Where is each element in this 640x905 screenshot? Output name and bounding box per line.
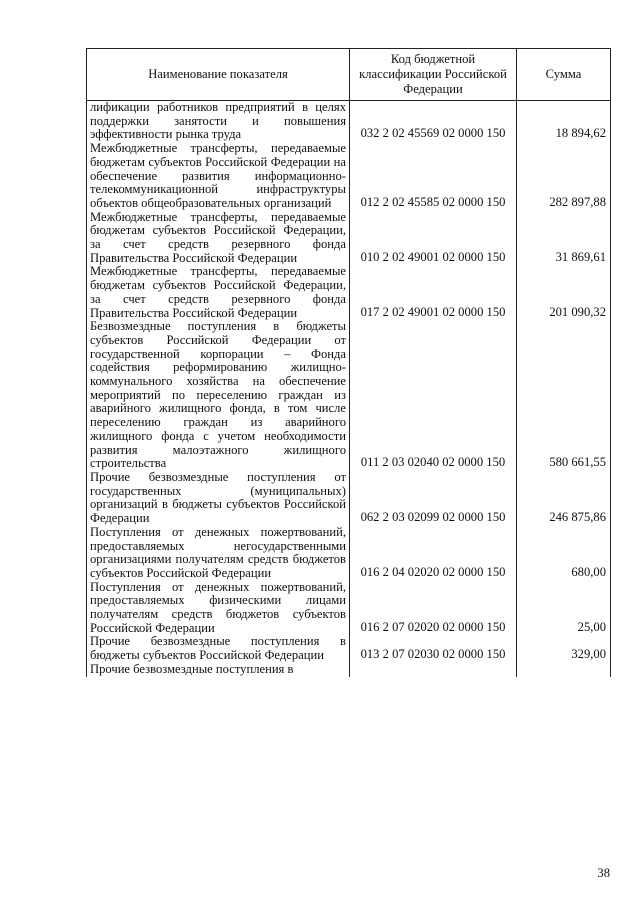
row-sum: 329,00 [517,635,611,662]
row-name: Поступления от денежных пожертвований, предоставляемых физическими лицами получателям средств бюджетов субъектов Российской Федерации [87,581,350,636]
row-code: 032 2 02 45569 02 0000 150 [350,101,517,143]
row-sum: 246 875,86 [517,471,611,526]
row-name: Межбюджетные трансферты, передаваемые бюджетам субъектов Российской Федерации, за счет средств резервного фонда Правительства Российской Федерации [87,211,350,266]
budget-table [86,48,611,677]
row-name: Поступления от денежных пожертвований, предоставляемых негосударственными организациями получателям средств бюджетов субъектов Российской Федерации [87,526,350,581]
row-name: Прочие безвозмездные поступления в бюджеты субъектов Российской Федерации [87,635,350,662]
table-row [87,663,611,677]
row-code: 010 2 02 49001 02 0000 150 [350,211,517,266]
row-name: Межбюджетные трансферты, передаваемые бюджетам субъектов Российской Федерации на обеспечение развития информационно-телекоммуникационной инфраструктуры объектов общеобразовательных организаций [87,142,350,211]
budget-table-sheet [86,48,610,677]
table-row [87,101,611,143]
table-row [87,526,611,581]
table-row [87,211,611,266]
row-name: Прочие безвозмездные поступления в [87,663,350,677]
row-name: Межбюджетные трансферты, передаваемые бюджетам субъектов Российской Федерации, за счет средств резервного фонда Правительства Российской Федерации [87,265,350,320]
row-sum [517,663,611,677]
row-name: лификации работников предприятий в целях поддержки занятости и повышения эффективности рынка труда [87,101,350,143]
row-name: Безвозмездные поступления в бюджеты субъектов Российской Федерации от государственной корпорации – Фонда содействия реформированию жилищно-коммунального хозяйства на обеспечение мероприятий по переселению граждан из аварийного жилищного фонда, в том числе переселению граждан из аварийного жилищного фонда с учетом необходимости развития малоэтажного жилищного строительства [87,320,350,471]
table-row [87,581,611,636]
header-name: Наименование показателя [87,49,350,101]
header-sum: Сумма [517,49,611,101]
table-row [87,471,611,526]
row-code: 062 2 03 02099 02 0000 150 [350,471,517,526]
row-code [350,663,517,677]
row-code: 016 2 04 02020 02 0000 150 [350,526,517,581]
row-sum: 31 869,61 [517,211,611,266]
row-name: Прочие безвозмездные поступления от государственных (муниципальных) организаций в бюджеты субъектов Российской Федерации [87,471,350,526]
table-row [87,265,611,320]
row-sum: 282 897,88 [517,142,611,211]
row-code: 017 2 02 49001 02 0000 150 [350,265,517,320]
table-row [87,142,611,211]
row-sum: 680,00 [517,526,611,581]
row-sum: 580 661,55 [517,320,611,471]
table-row [87,635,611,662]
row-sum: 18 894,62 [517,101,611,143]
row-code: 011 2 03 02040 02 0000 150 [350,320,517,471]
page-number: 38 [597,866,610,880]
table-row [87,320,611,471]
table-header-row [87,49,611,101]
row-code: 013 2 07 02030 02 0000 150 [350,635,517,662]
row-sum: 201 090,32 [517,265,611,320]
row-sum: 25,00 [517,581,611,636]
row-code: 012 2 02 45585 02 0000 150 [350,142,517,211]
header-code: Код бюджетной классификации Российской Федерации [350,49,517,101]
row-code: 016 2 07 02020 02 0000 150 [350,581,517,636]
